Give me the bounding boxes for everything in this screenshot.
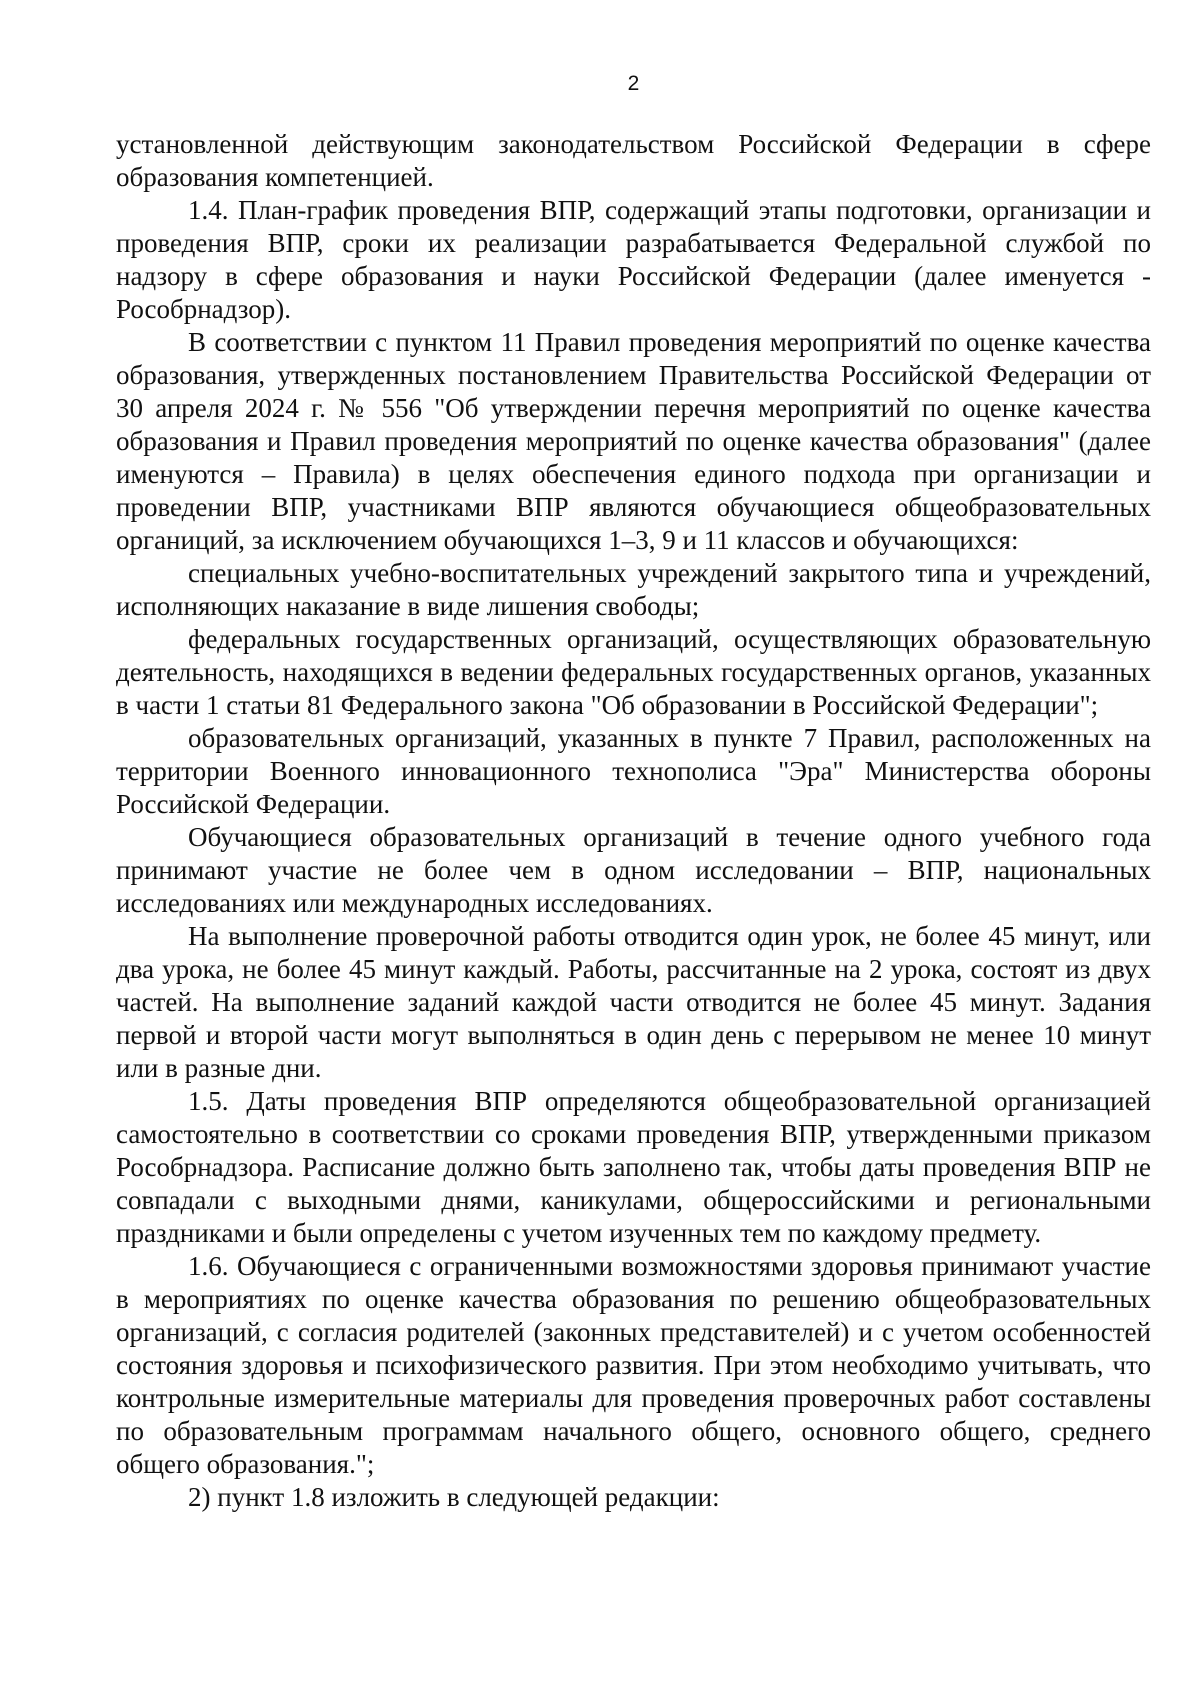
paragraph-federal-organizations: федеральных государственных организаций, осуществляющих образовательную деятельность, находящихся в ведении федеральных государственных органов, указанных в части 1 статьи 81 Федерального закона "Об образовании в Российской Федерации"; (116, 624, 1151, 720)
document-body (116, 128, 1151, 1514)
paragraph-one-study-per-year: Обучающиеся образовательных организаций в течение одного учебного года принимают участие не более чем в одном исследовании – ВПР, национальных исследованиях или международных исследованиях. (116, 822, 1151, 918)
page-number: 2 (627, 72, 640, 95)
paragraph-special-institutions: специальных учебно-воспитательных учреждений закрытого типа и учреждений, исполняющих наказание в виде лишения свободы; (116, 558, 1151, 621)
paragraph-clause-1-6: 1.6. Обучающиеся с ограниченными возможностями здоровья принимают участие в мероприятиях по оценке качества образования по решению общеобразовательных организаций, с согласия родителей (законных представителей) и с учетом особенностей состояния здоровья и психофизического развития. При этом необходимо учитывать, что контрольные измерительные материалы для проведения проверочных работ составлены по образовательным программам начального общего, основного общего, среднего общего образования."; (116, 1251, 1151, 1479)
paragraph-continuation: установленной действующим законодательством Российской Федерации в сфере образования компетенцией. (116, 129, 1151, 192)
paragraph-era-technopolis: образовательных организаций, указанных в пункте 7 Правил, расположенных на территории Военного инновационного технополиса "Эра" Министерства обороны Российской Федерации. (116, 723, 1151, 819)
paragraph-clause-1-4: 1.4. План-график проведения ВПР, содержащий этапы подготовки, организации и проведения ВПР, сроки их реализации разрабатывается Федеральной службой по надзору в сфере образования и науки Российской Федерации (далее именуется - Рособрнадзор). (116, 195, 1151, 324)
paragraph-clause-1-5: 1.5. Даты проведения ВПР определяются общеобразовательной организацией самостоятельно в соответствии со сроками проведения ВПР, утвержденными приказом Рособрнадзора. Расписание должно быть заполнено так, чтобы даты проведения ВПР не совпадали с выходными днями, каникулами, общероссийскими и региональными праздниками и были определены с учетом изученных тем по каждому предмету. (116, 1086, 1151, 1248)
paragraph-duration: На выполнение проверочной работы отводится один урок, не более 45 минут, или два урока, не более 45 минут каждый. Работы, рассчитанные на 2 урока, состоят из двух частей. На выполнение заданий каждой части отводится не более 45 минут. Задания первой и второй части могут выполняться в один день с перерывом не менее 10 минут или в разные дни. (116, 921, 1151, 1083)
paragraph-amendment-2: 2) пункт 1.8 изложить в следующей редакции: (188, 1482, 720, 1512)
paragraph-participants: В соответствии с пунктом 11 Правил проведения мероприятий по оценке качества образования, утвержденных постановлением Правительства Российской Федерации от 30 апреля 2024 г. № 556 "Об утверждении перечня мероприятий по оценке качества образования и Правил проведения мероприятий по оценке качества образования" (далее именуются – Правила) в целях обеспечения единого подхода при организации и проведении ВПР, участниками ВПР являются обучающиеся общеобразовательных органиций, за исключением обучающихся 1–3, 9 и 11 классов и обучающихся: (116, 327, 1151, 555)
